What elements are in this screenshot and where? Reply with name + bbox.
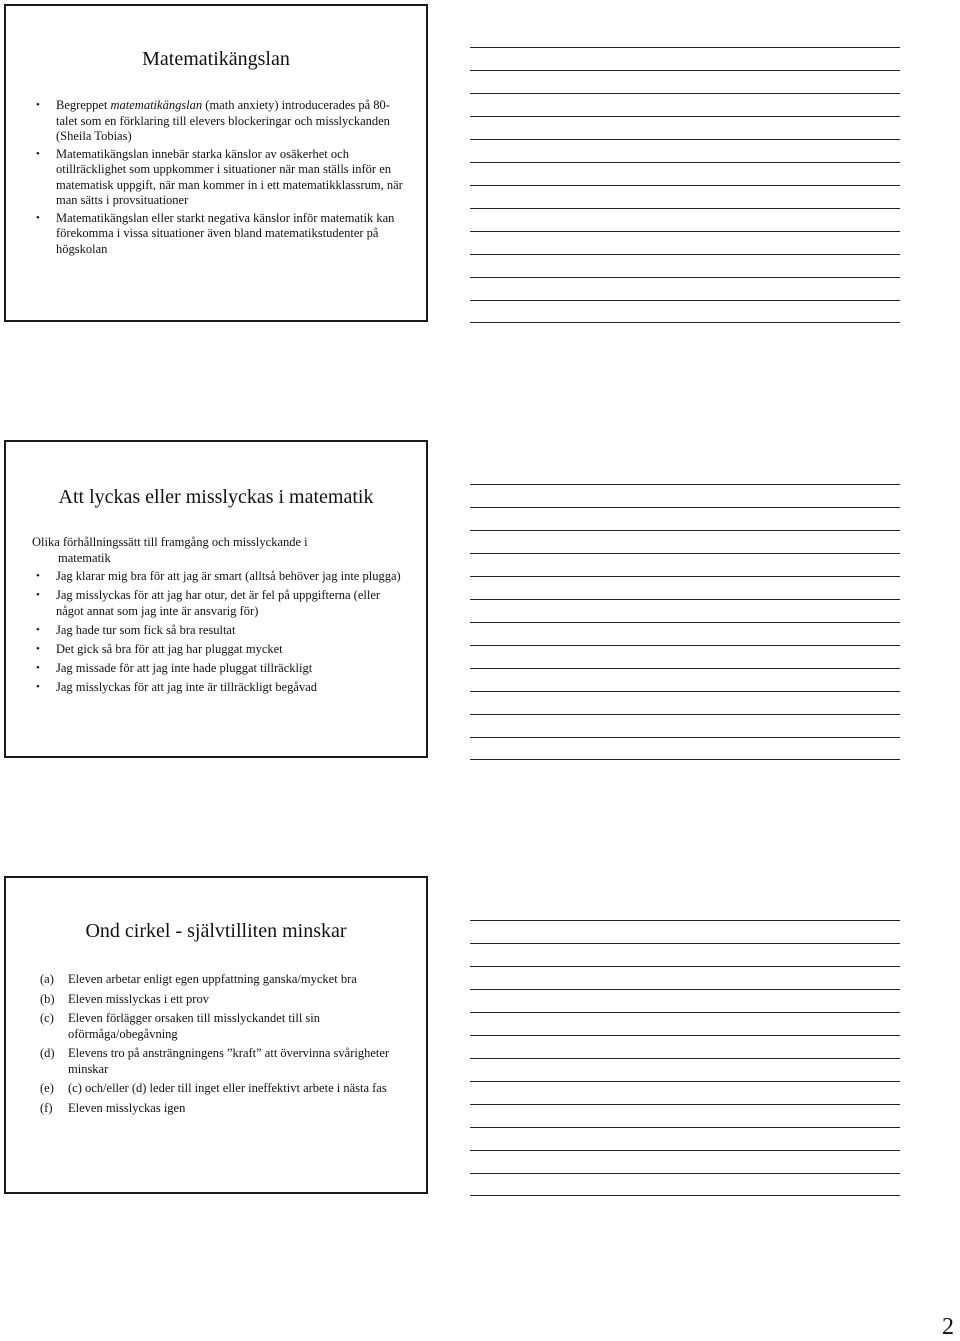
note-line: [470, 1058, 900, 1059]
step-label: (c): [40, 1011, 54, 1025]
step-label: (b): [40, 991, 55, 1006]
note-line: [470, 1150, 900, 1151]
note-line: [470, 277, 900, 278]
note-line: [470, 162, 900, 163]
note-line: [470, 139, 900, 140]
step-item: [30, 972, 408, 988]
note-line: [470, 989, 900, 990]
bullet-text-emphasis: matematikängslan: [110, 98, 203, 112]
bullet-item: [30, 680, 408, 696]
bullet-text: Matematikängslan eller starkt negativa känslor inför matematik kan förekomma i vissa situationer även bland matematikstudenter på högskolan: [56, 210, 395, 256]
step-item: [30, 1046, 408, 1077]
bullet-icon: •: [36, 642, 40, 655]
step-item: [30, 1081, 408, 1097]
step-text: Eleven misslyckas igen: [68, 1100, 186, 1115]
step-label: (d): [40, 1046, 55, 1060]
bullet-text-prefix: Begreppet: [56, 98, 111, 112]
bullet-icon: •: [36, 570, 40, 582]
bullet-item: [30, 642, 408, 658]
bullet-text: Jag misslyckas för att jag inte är tillräckligt begåvad: [56, 679, 318, 694]
note-line: [470, 645, 900, 646]
note-line: [470, 576, 900, 577]
intro-line-2: matematik: [58, 550, 111, 565]
note-line: [470, 1195, 900, 1196]
note-line: [470, 1081, 900, 1082]
note-line: [470, 47, 900, 48]
note-line: [470, 300, 900, 301]
note-line: [470, 668, 900, 669]
bullet-icon: •: [36, 661, 40, 674]
note-line: [470, 966, 900, 967]
slide-title: Ond cirkel - självtilliten minskar: [85, 920, 347, 942]
step-text: Eleven arbetar enligt egen uppfattning ganska/mycket bra: [68, 972, 357, 986]
step-label: (f): [40, 1100, 53, 1115]
bullet-item: [30, 661, 408, 677]
bullet-text: Jag misslyckas för att jag har otur, det är fel på uppgifterna (eller något annat som jag inte är ansvarig för): [56, 588, 381, 618]
step-list: [30, 972, 408, 1116]
bullet-icon: •: [36, 589, 40, 601]
note-line: [470, 691, 900, 692]
note-line: [470, 599, 900, 600]
note-line: [470, 530, 900, 531]
step-item: [30, 992, 408, 1008]
bullet-icon: •: [36, 680, 40, 693]
slide-2: [4, 440, 428, 758]
slide-1: [4, 4, 428, 322]
note-line: [470, 322, 900, 323]
note-line: [470, 208, 900, 209]
note-line: [470, 231, 900, 232]
slide-3: [4, 876, 428, 1194]
note-line: [470, 1127, 900, 1128]
note-line: [470, 1173, 900, 1174]
slide-content: [30, 535, 408, 699]
bullet-item: [30, 569, 408, 585]
bullet-list: [30, 569, 408, 695]
bullet-icon: •: [36, 623, 40, 636]
bullet-item: [30, 211, 408, 258]
bullet-text: Jag hade tur som fick så bra resultat: [56, 622, 236, 637]
bullet-icon: •: [36, 147, 40, 160]
bullet-text-suffix: (math anxiety) introducerades på 80-talet som en förklaring till elevers blockeringar och misslyckanden (Sheila Tobias): [56, 98, 390, 143]
note-line: [470, 759, 900, 760]
step-text: Elevens tro på ansträngningens ”kraft” att övervinna svårigheter minskar: [68, 1046, 390, 1076]
note-line: [470, 70, 900, 71]
bullet-text: Matematikängslan innebär starka känslor av osäkerhet och otillräcklighet som uppkommer i situationer när man ställs inför en matematisk uppgift, när man kommer in i ett matematikklassrum, när man sätts i provsituationer: [56, 146, 403, 207]
note-line: [470, 714, 900, 715]
note-line: [470, 116, 900, 117]
note-line: [470, 484, 900, 485]
note-line: [470, 737, 900, 738]
bullet-item: [30, 147, 408, 209]
bullet-text: Jag klarar mig bra för att jag är smart (alltså behöver jag inte plugga): [56, 569, 401, 583]
step-text: Eleven förlägger orsaken till misslyckandet till sin oförmåga/obegåvning: [68, 1011, 321, 1041]
bullet-item: [30, 623, 408, 639]
intro-line-1: Olika förhållningssätt till framgång och misslyckande i: [32, 535, 308, 549]
note-line: [470, 1104, 900, 1105]
bullet-item: [30, 98, 408, 145]
step-text: (c) och/eller (d) leder till inget eller ineffektivt arbete i nästa fas: [68, 1081, 387, 1095]
slide-title: Matematikängslan: [142, 48, 290, 70]
slide-content: [30, 972, 408, 1120]
slide-title: Att lyckas eller misslyckas i matematik: [58, 486, 374, 508]
bullet-list: [30, 98, 408, 257]
note-line: [470, 93, 900, 94]
slide-content: [30, 98, 408, 259]
step-item: [30, 1011, 408, 1042]
note-line: [470, 1035, 900, 1036]
intro-text: [30, 535, 408, 566]
step-label: (e): [40, 1081, 54, 1095]
note-line: [470, 1012, 900, 1013]
page-number: 2: [942, 1314, 954, 1340]
note-line: [470, 185, 900, 186]
bullet-item: [30, 588, 408, 619]
bullet-icon: •: [36, 99, 40, 111]
note-line: [470, 254, 900, 255]
note-line: [470, 622, 900, 623]
note-line: [470, 943, 900, 944]
bullet-text: Jag missade för att jag inte hade pluggat tillräckligt: [56, 660, 313, 675]
note-line: [470, 507, 900, 508]
bullet-icon: •: [36, 211, 40, 224]
step-label: (a): [40, 972, 54, 986]
step-item: [30, 1101, 408, 1117]
note-line: [470, 920, 900, 921]
step-text: Eleven misslyckas i ett prov: [68, 991, 209, 1006]
bullet-text: Det gick så bra för att jag har pluggat mycket: [56, 641, 283, 656]
note-line: [470, 553, 900, 554]
